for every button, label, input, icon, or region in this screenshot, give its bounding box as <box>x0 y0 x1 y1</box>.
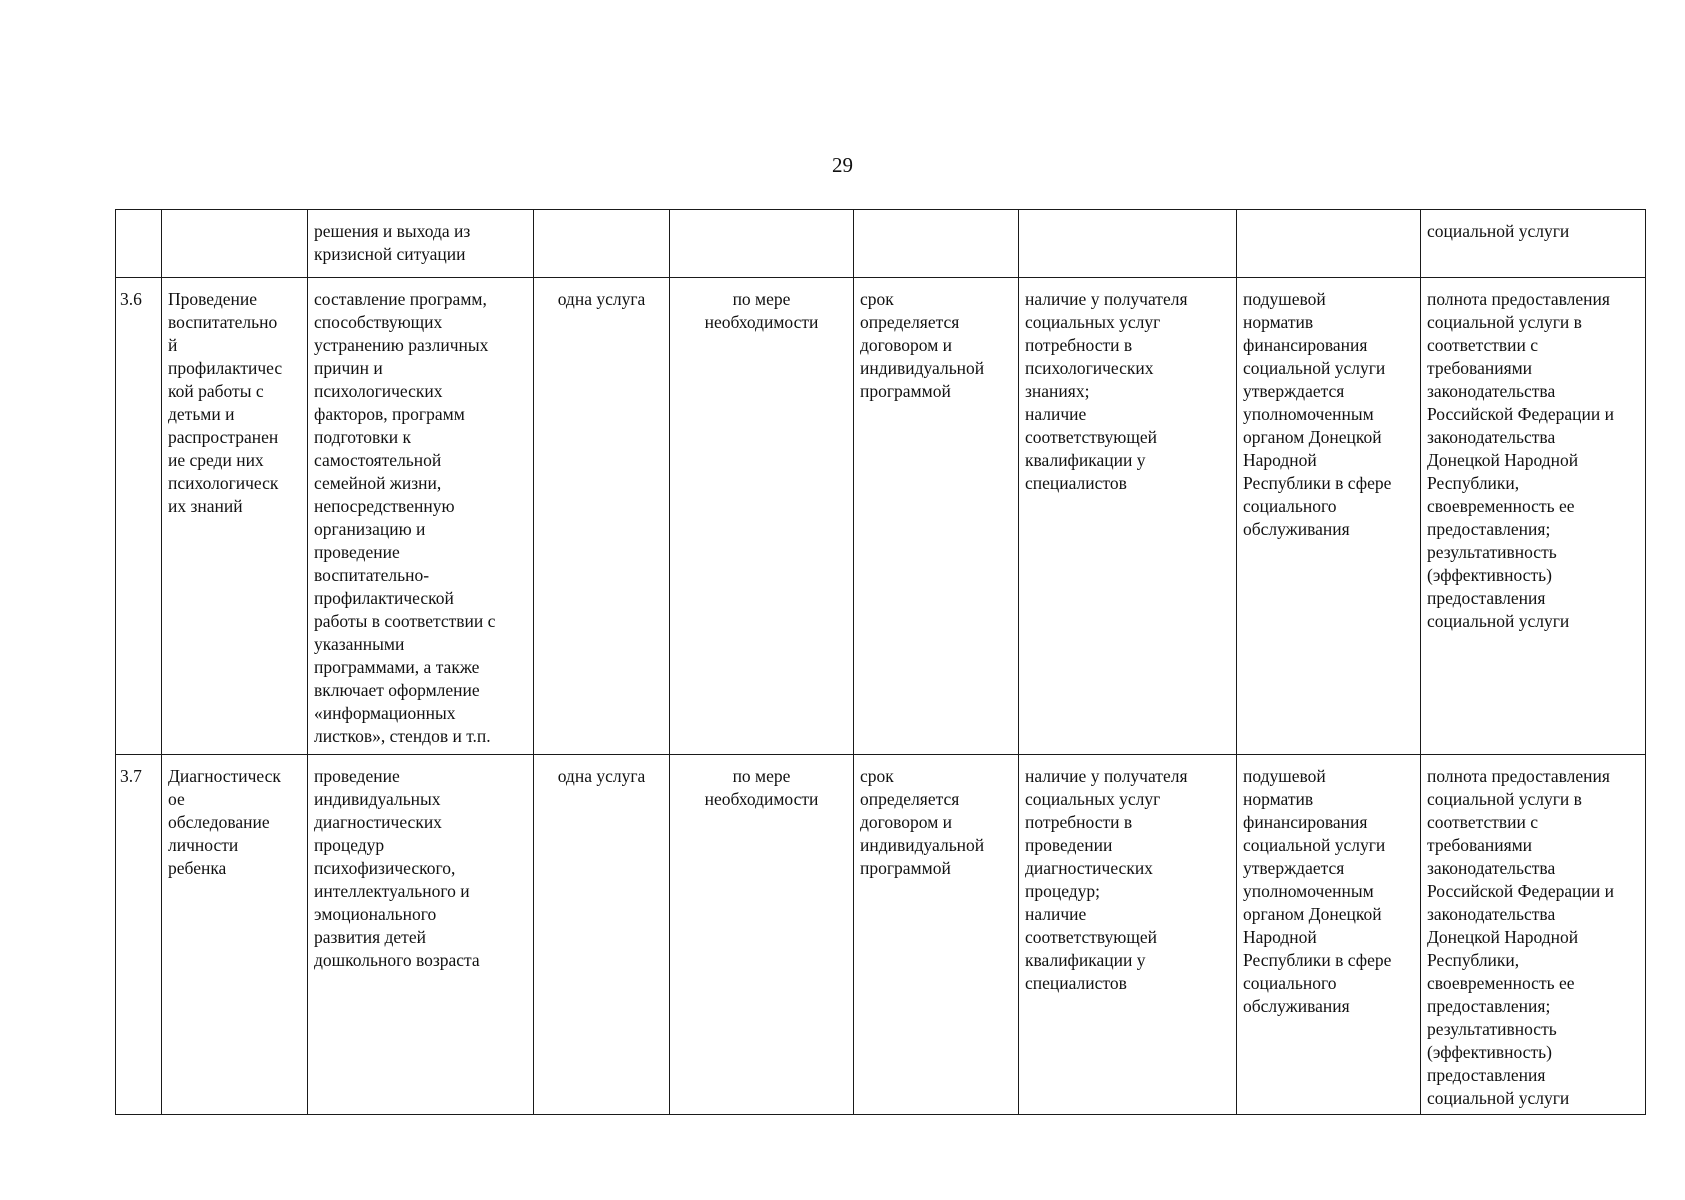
page-number: 29 <box>832 153 853 177</box>
cell-term <box>854 210 1019 278</box>
cell-frequency: по мере необходимости <box>670 755 854 1115</box>
cell-term: срок определяется договором и индивидуальной программой <box>854 755 1019 1115</box>
cell-name <box>162 210 308 278</box>
cell-description: составление программ, способствующих устранению различных причин и психологических факторов, программ подготовки к самостоятельной семейной жизни, непосредственную организацию и проведение воспитательно- профилактической работы в соответствии с указанными программами, а также включает оформление «информационных листков», стендов и т.п. <box>308 278 534 755</box>
cell-frequency <box>670 210 854 278</box>
cell-unit: одна услуга <box>534 278 670 755</box>
cell-term: срок определяется договором и индивидуальной программой <box>854 278 1019 755</box>
cell-frequency: по мере необходимости <box>670 278 854 755</box>
cell-num <box>116 210 162 278</box>
cell-quality: полнота предоставления социальной услуги в соответствии с требованиями законодательства Российской Федерации и законодательства Донецкой Народной Республики, своевременность ее предоставления; результативность (эффективность) предоставления социальной услуги <box>1421 755 1646 1115</box>
table-row-continuation <box>116 210 1646 278</box>
table-row <box>116 755 1646 1115</box>
services-table <box>115 209 1646 1115</box>
cell-unit <box>534 210 670 278</box>
cell-financing: подушевой норматив финансирования социальной услуги утверждается уполномоченным органом Донецкой Народной Республики в сфере социального обслуживания <box>1237 278 1421 755</box>
cell-unit: одна услуга <box>534 755 670 1115</box>
cell-description: проведение индивидуальных диагностических процедур психофизического, интеллектуального и эмоционального развития детей дошкольного возраста <box>308 755 534 1115</box>
cell-financing <box>1237 210 1421 278</box>
cell-num: 3.6 <box>116 278 162 755</box>
cell-quality: полнота предоставления социальной услуги в соответствии с требованиями законодательства Российской Федерации и законодательства Донецкой Народной Республики, своевременность ее предоставления; результативность (эффективность) предоставления социальной услуги <box>1421 278 1646 755</box>
cell-description: решения и выхода из кризисной ситуации <box>308 210 534 278</box>
cell-quality: социальной услуги <box>1421 210 1646 278</box>
cell-name: Диагностическ ое обследование личности ребенка <box>162 755 308 1115</box>
cell-conditions: наличие у получателя социальных услуг потребности в психологических знаниях; наличие соответствующей квалификации у специалистов <box>1019 278 1237 755</box>
cell-num: 3.7 <box>116 755 162 1115</box>
cell-name: Проведение воспитательно й профилактичес кой работы с детьми и распространен ие среди них психологическ их знаний <box>162 278 308 755</box>
cell-conditions <box>1019 210 1237 278</box>
cell-financing: подушевой норматив финансирования социальной услуги утверждается уполномоченным органом Донецкой Народной Республики в сфере социального обслуживания <box>1237 755 1421 1115</box>
cell-conditions: наличие у получателя социальных услуг потребности в проведении диагностических процедур; наличие соответствующей квалификации у специалистов <box>1019 755 1237 1115</box>
table-row <box>116 278 1646 755</box>
